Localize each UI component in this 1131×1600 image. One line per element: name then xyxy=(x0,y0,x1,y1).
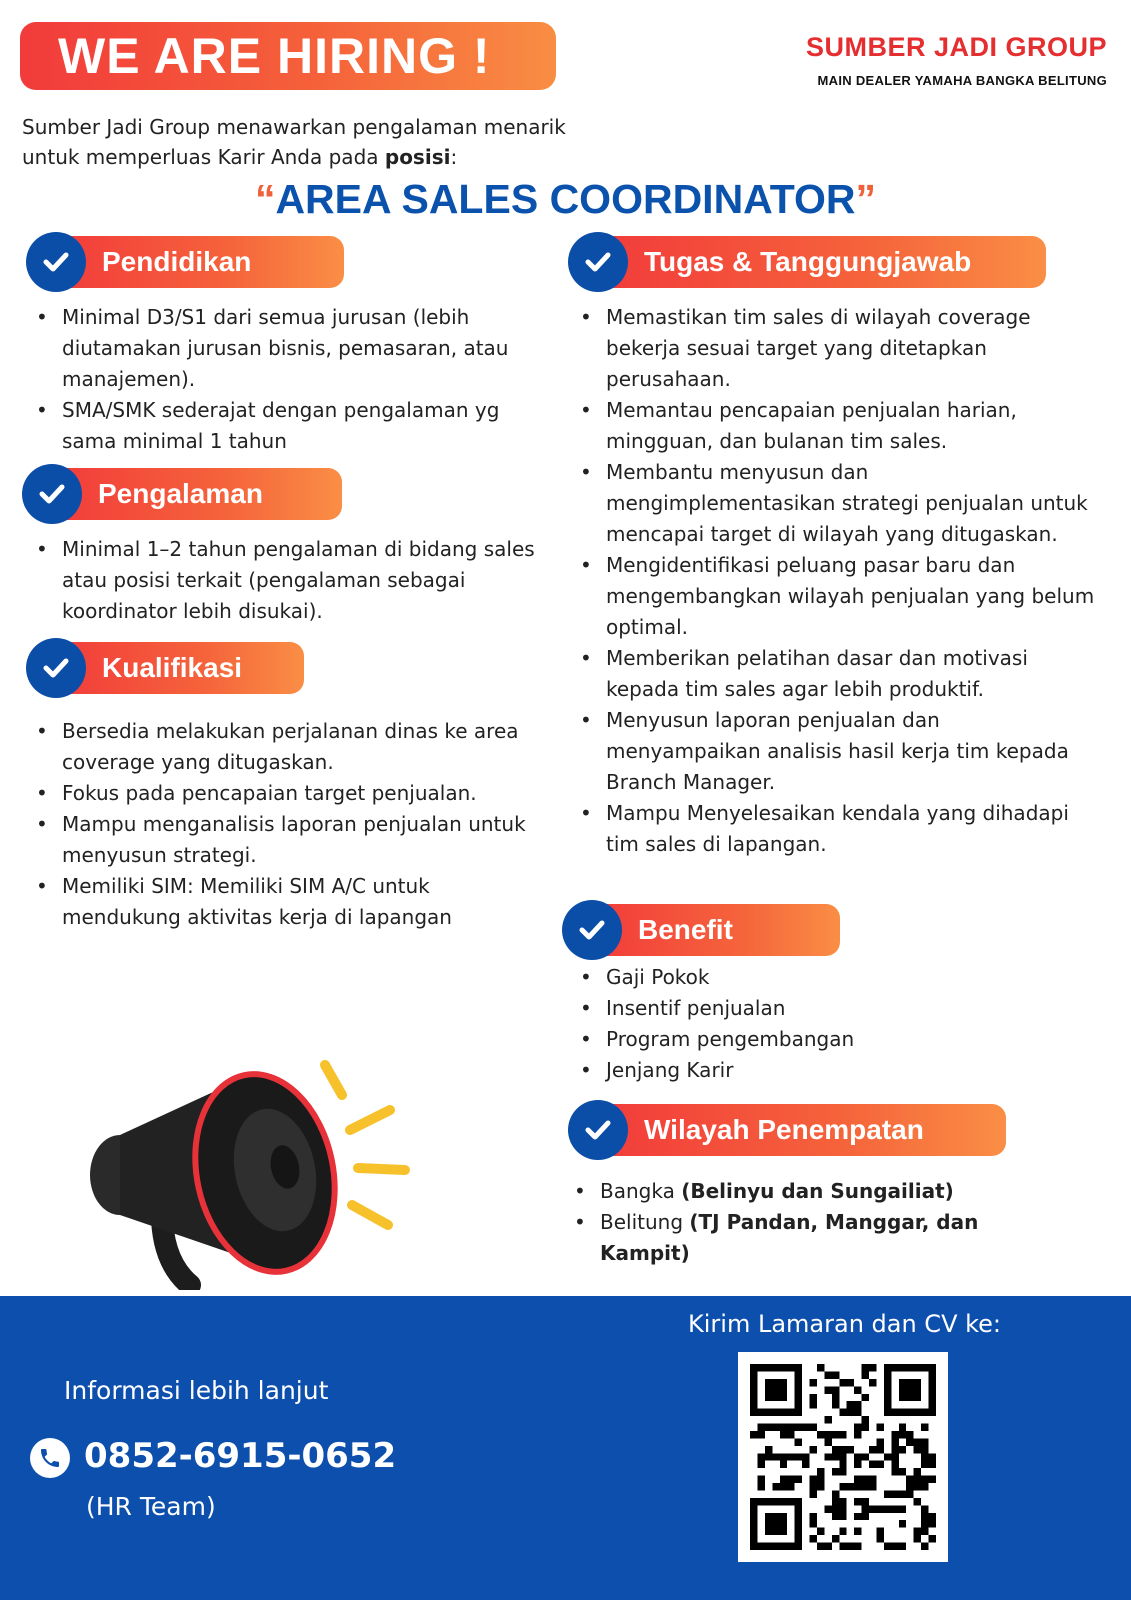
footer-contact xyxy=(0,1296,1131,1600)
megaphone-illustration xyxy=(80,1055,440,1290)
list-item: • Jenjang Karir xyxy=(574,1055,1074,1086)
phone-number[interactable]: 0852-6915-0652 xyxy=(84,1436,397,1476)
hiring-banner-text: WE ARE HIRING ! xyxy=(58,28,491,84)
list-item: • Fokus pada pencapaian target penjualan. xyxy=(30,778,550,809)
intro-line-2-bold: posisi xyxy=(384,145,451,169)
list-item: • Memantau pencapaian penjualan harian, mingguan, dan bulanan tim sales. xyxy=(574,395,1099,457)
company-brand xyxy=(806,32,1107,88)
position-name: AREA SALES COORDINATOR xyxy=(275,176,856,222)
list-item: • Gaji Pokok xyxy=(574,962,1074,993)
check-icon xyxy=(562,900,622,960)
list-item: • Membantu menyusun dan mengimplementasikan strategi penjualan untuk mencapai target di wilayah yang ditugaskan. xyxy=(574,457,1099,550)
list-item: • Mampu Menyelesaikan kendala yang dihadapi tim sales di lapangan. xyxy=(574,798,1099,860)
section-kualifikasi-header xyxy=(26,638,306,694)
section-benefit-header xyxy=(562,900,842,956)
hiring-banner xyxy=(20,22,556,90)
open-quote: “ xyxy=(254,176,276,222)
placement-area: Bangka xyxy=(600,1179,682,1203)
benefit-list xyxy=(574,962,1074,1086)
placement-detail: (TJ Pandan, Manggar, dan Kampit) xyxy=(600,1210,979,1265)
placement-detail: (Belinyu dan Sungailiat) xyxy=(681,1179,954,1203)
pengalaman-list xyxy=(30,534,550,627)
tugas-list xyxy=(574,302,1099,860)
section-title: Tugas & Tanggungjawab xyxy=(596,236,1046,288)
position-title xyxy=(0,176,1131,223)
qr-code[interactable] xyxy=(738,1352,948,1562)
list-item: • Minimal D3/S1 dari semua jurusan (lebih diutamakan jurusan bisnis, pemasaran, atau manajemen). xyxy=(30,302,550,395)
section-title: Benefit xyxy=(590,904,840,956)
check-icon xyxy=(26,638,86,698)
hr-team-label: (HR Team) xyxy=(86,1492,216,1521)
kualifikasi-list xyxy=(30,716,550,933)
section-pengalaman-header xyxy=(22,464,342,520)
wilayah-list xyxy=(568,1176,1038,1269)
intro-text xyxy=(22,112,682,172)
check-icon xyxy=(22,464,82,524)
list-item: • Memiliki SIM: Memiliki SIM A/C untuk mendukung aktivitas kerja di lapangan xyxy=(30,871,550,933)
intro-line-2-text: untuk memperluas Karir Anda pada xyxy=(22,145,385,169)
close-quote: ” xyxy=(855,176,877,222)
list-item: • Mengidentifikasi peluang pasar baru dan mengembangkan wilayah penjualan yang belum optimal. xyxy=(574,550,1099,643)
section-pendidikan-header xyxy=(26,232,346,288)
section-title: Kualifikasi xyxy=(54,642,304,694)
list-item xyxy=(568,1207,1038,1269)
list-item: • Memberikan pelatihan dasar dan motivasi kepada tim sales agar lebih produktif. xyxy=(574,643,1099,705)
intro-line-1: Sumber Jadi Group menawarkan pengalaman menarik xyxy=(22,115,566,139)
section-tugas-header xyxy=(568,232,1048,288)
send-cv-label: Kirim Lamaran dan CV ke: xyxy=(688,1310,1002,1338)
list-item: • Insentif penjualan xyxy=(574,993,1074,1024)
list-item xyxy=(568,1176,1038,1207)
section-title: Pengalaman xyxy=(50,468,342,520)
section-title: Wilayah Penempatan xyxy=(596,1104,1006,1156)
list-item: • Bersedia melakukan perjalanan dinas ke area coverage yang ditugaskan. xyxy=(30,716,550,778)
list-item: • Minimal 1–2 tahun pengalaman di bidang sales atau posisi terkait (pengalaman sebagai koordinator lebih disukai). xyxy=(30,534,550,627)
check-icon xyxy=(568,232,628,292)
list-item: • Program pengembangan xyxy=(574,1024,1074,1055)
section-title: Pendidikan xyxy=(54,236,344,288)
section-wilayah-header xyxy=(568,1100,1008,1156)
company-name: SUMBER JADI GROUP xyxy=(805,32,1107,62)
company-subtitle: MAIN DEALER YAMAHA BANGKA BELITUNG xyxy=(817,73,1107,88)
intro-line-2-end: : xyxy=(450,145,458,169)
more-info-label: Informasi lebih lanjut xyxy=(64,1376,329,1405)
placement-area: Belitung xyxy=(600,1210,690,1234)
pendidikan-list xyxy=(30,302,550,457)
check-icon xyxy=(26,232,86,292)
intro-line-2 xyxy=(22,142,682,172)
phone-icon xyxy=(30,1438,70,1478)
list-item: • SMA/SMK sederajat dengan pengalaman yg sama minimal 1 tahun xyxy=(30,395,550,457)
list-item: • Mampu menganalisis laporan penjualan untuk menyusun strategi. xyxy=(30,809,550,871)
list-item: • Memastikan tim sales di wilayah coverage bekerja sesuai target yang ditetapkan perusahaan. xyxy=(574,302,1099,395)
check-icon xyxy=(568,1100,628,1160)
list-item: • Menyusun laporan penjualan dan menyampaikan analisis hasil kerja tim kepada Branch Manager. xyxy=(574,705,1099,798)
